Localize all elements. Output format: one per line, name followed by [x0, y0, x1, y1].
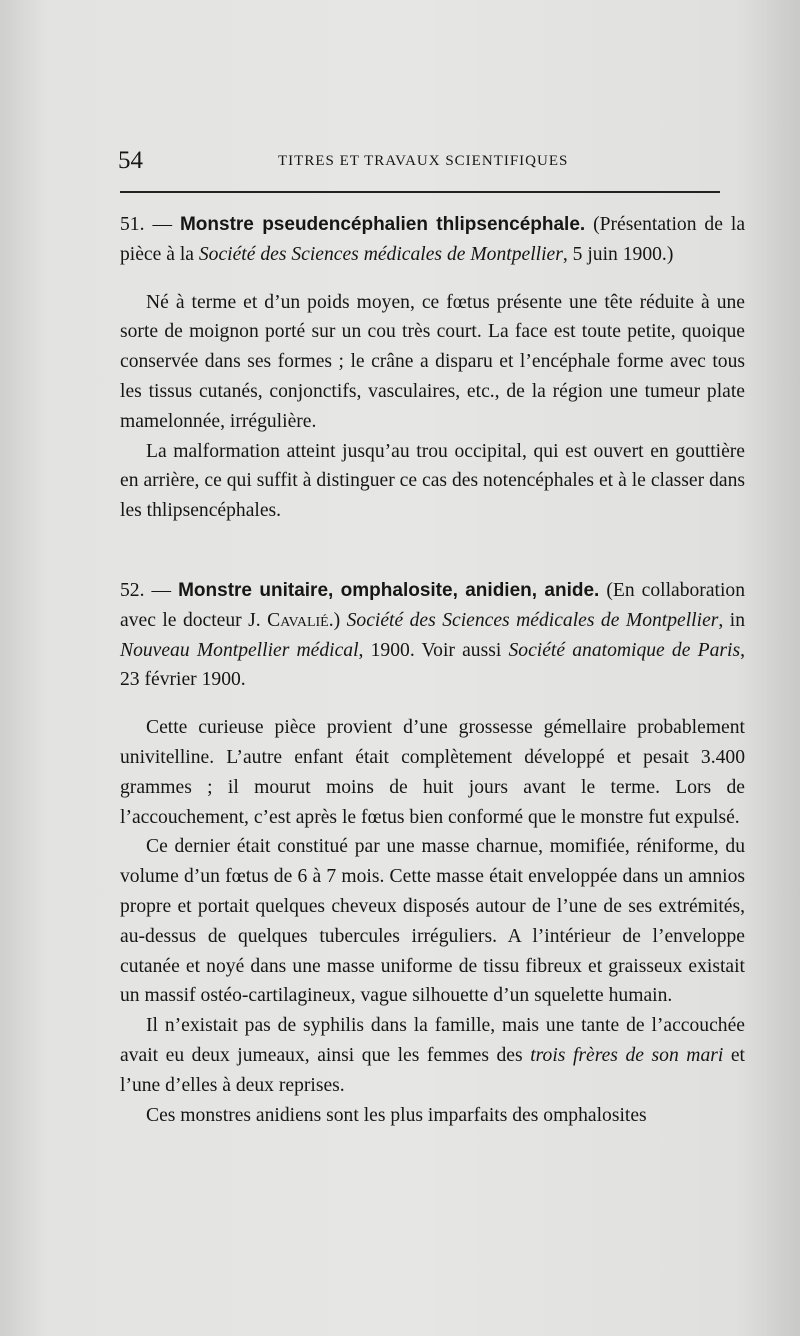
paragraph: Né à terme et d’un poids moyen, ce fœtus présente une tête réduite à une sorte de moignon porté sur un cou très court. La face est toute petite, quoique conservée dans ses formes ; le crâne a disparu et l’encéphale forme avec tous les tissus cutanés, conjonctifs, vasculaires, etc., de la région une tumeur plate mamelonnée, irrégulière. [120, 291, 745, 432]
paragraph: Ce dernier était constitué par une masse charnue, momifiée, réniforme, du volume d’un fœtus de 6 à 7 mois. Cette masse était enveloppée dans un amnios propre et portait quelques cheveux disposés autour de l’une de ses extrémités, au-dessus de quelques tubercules irréguliers. A l’intérieur de l’enveloppe cutanée et noyé dans une masse uniforme de tissu fibreux et graisseux existait un massif ostéo-cartilagineux, vague silhouette d’un squelette humain. [120, 836, 745, 1007]
paragraph: Cette curieuse pièce provient d’une grossesse gémellaire probablement univitelline. L’autre enfant était complètement développé et pesait 3.400 grammes ; il mourut moins de huit jours avant le terme. Lors de l’accouchement, c’est après le fœtus bien conformé que le monstre fut expulsé. [120, 717, 745, 828]
publication-journal: Nouveau Montpellier médical [120, 639, 359, 661]
publication-sep: , in [718, 609, 746, 631]
publication-date: , 5 juin 1900.) [562, 243, 674, 265]
publication-society: Société des Sciences médicales de Montpellier [198, 243, 563, 265]
entry-title: Monstre unitaire, omphalosite, anidien, anide. [178, 579, 600, 601]
paragraph [120, 1011, 745, 1100]
publication-society: Société des Sciences médicales de Montpellier [346, 609, 719, 631]
publication-sep: .) [328, 609, 347, 631]
publication-sep: , 1900. Voir aussi [358, 639, 509, 661]
paragraph: La malformation atteint jusqu’au trou occipital, qui est ouvert en gouttière en arrière, ce qui suffit à distinguer ce cas des notencéphales et à le classer dans les thlipsencéphales. [120, 440, 745, 522]
entry-number: 52. [120, 579, 145, 601]
paragraph-text: Il n’existait pas de syphilis dans la famille, mais une tante de l’accouchée avait eu deux jumeaux, ainsi que les femmes des [120, 1015, 745, 1066]
paragraph: Ces monstres anidiens sont les plus imparfaits des omphalosites [146, 1104, 647, 1126]
page-header [118, 147, 748, 179]
entry-51-heading [120, 210, 745, 270]
entry-number: 51. [120, 214, 145, 235]
page-content [120, 210, 745, 1130]
publication-society-paris: Société anatomique de Paris [508, 639, 741, 661]
entry-52-heading [120, 576, 745, 695]
publication-date: , 23 février 1900. [120, 639, 745, 691]
entry-dash: — [144, 579, 179, 601]
running-title: TITRES ET TRAVAUX SCIENTIFIQUES [278, 153, 569, 169]
page-number: 54 [118, 147, 143, 174]
publication-pre: (Présentation de la pièce à la [120, 214, 746, 265]
publication-pre: (En collaboration avec le docteur J. [120, 579, 746, 631]
entry-title: Monstre pseudencéphalien thlipsencéphale. [179, 214, 586, 235]
entry-dash: — [144, 214, 180, 235]
header-rule [120, 191, 720, 193]
paragraph-text: et l’une d’elles à deux reprises. [120, 1044, 746, 1096]
coauthor-name: Cavalié [267, 609, 329, 631]
paragraph-italic: trois frères de son mari [530, 1044, 724, 1066]
